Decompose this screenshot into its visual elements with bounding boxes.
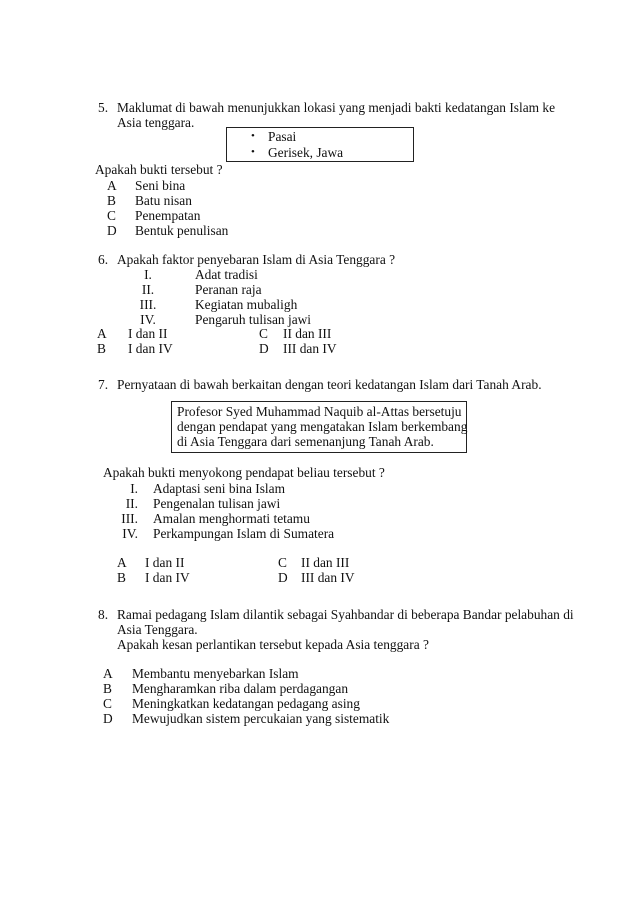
q5-option-text[interactable]: Bentuk penulisan: [135, 223, 229, 238]
q8-option-letter: A: [103, 666, 113, 681]
q7-question: Apakah bukti menyokong pendapat beliau tersebut ?: [103, 465, 385, 480]
q6-option-letter: C: [259, 326, 268, 341]
q8-stem-line3: Apakah kesan perlantikan tersebut kepada Asia tenggara ?: [117, 637, 429, 652]
q5-question: Apakah bukti tersebut ?: [95, 162, 223, 177]
q5-option-text[interactable]: Batu nisan: [135, 193, 192, 208]
q6-option-text[interactable]: II dan III: [283, 326, 332, 341]
q7-option-text[interactable]: I dan IV: [145, 570, 190, 585]
q8-stem-line2: Asia Tenggara.: [117, 622, 198, 637]
q8-option-letter: C: [103, 696, 112, 711]
q6-option-text[interactable]: I dan IV: [128, 341, 173, 356]
q5-option-letter: D: [107, 223, 117, 238]
q6-option-text[interactable]: III dan IV: [283, 341, 337, 356]
q8-option-text[interactable]: Mewujudkan sistem percukaian yang sistematik: [132, 711, 390, 726]
q7-box-line: Profesor Syed Muhammad Naquib al-Attas bersetuju: [177, 404, 462, 419]
q6-stem: Apakah faktor penyebaran Islam di Asia Tenggara ?: [117, 252, 396, 267]
q7-option-text[interactable]: II dan III: [301, 555, 350, 570]
q7-option-text[interactable]: III dan IV: [301, 570, 355, 585]
q5-stem-line2: Asia tenggara.: [117, 115, 195, 130]
q7-number: 7.: [98, 377, 109, 392]
q8-number: 8.: [98, 607, 109, 622]
q5-number: 5.: [98, 100, 109, 115]
q5-box-item: • Gerisek, Jawa: [268, 145, 343, 160]
q7-statement-text: Amalan menghormati tetamu: [153, 511, 310, 526]
q7-statement-roman: I.: [130, 481, 138, 496]
q5-option-text[interactable]: Penempatan: [135, 208, 201, 223]
q5-box-item: • Pasai: [268, 129, 296, 144]
q7-statement-roman: IV.: [122, 526, 138, 541]
q8-option-text[interactable]: Membantu menyebarkan Islam: [132, 666, 299, 681]
q6-option-letter: D: [259, 341, 269, 356]
q6-statement-text: Pengaruh tulisan jawi: [195, 312, 312, 327]
q7-statement-roman: II.: [125, 496, 138, 511]
q5-option-letter: B: [107, 193, 116, 208]
q6-statement-text: Peranan raja: [195, 282, 262, 297]
q6-statement-roman: I.: [144, 267, 152, 282]
q7-option-text[interactable]: I dan II: [145, 555, 185, 570]
q8-option-letter: D: [103, 711, 113, 726]
q6-statement-text: Kegiatan mubaligh: [195, 297, 298, 312]
q7-statement-text: Adaptasi seni bina Islam: [153, 481, 286, 496]
q6-statement-roman: III.: [139, 297, 157, 312]
q6-statement-roman: II.: [141, 282, 155, 297]
q5-option-letter: A: [107, 178, 117, 193]
q7-stem: Pernyataan di bawah berkaitan dengan teori kedatangan Islam dari Tanah Arab.: [117, 377, 542, 392]
q8-option-letter: B: [103, 681, 112, 696]
q7-option-letter: D: [278, 570, 288, 585]
q6-statement-roman: IV.: [140, 312, 156, 327]
q6-option-letter: B: [97, 341, 106, 356]
q7-statement-text: Pengenalan tulisan jawi: [153, 496, 281, 511]
q5-option-text[interactable]: Seni bina: [135, 178, 186, 193]
q7-statement-roman: III.: [121, 511, 138, 526]
q7-option-letter: A: [117, 555, 127, 570]
q8-stem-line1: Ramai pedagang Islam dilantik sebagai Syahbandar di beberapa Bandar pelabuhan di: [117, 607, 574, 622]
q7-box-line: di Asia Tenggara dari semenanjung Tanah Arab.: [177, 434, 434, 449]
q7-option-letter: C: [278, 555, 287, 570]
q6-statement-text: Adat tradisi: [195, 267, 258, 282]
q8-option-text[interactable]: Meningkatkan kedatangan pedagang asing: [132, 696, 360, 711]
q8-option-text[interactable]: Mengharamkan riba dalam perdagangan: [132, 681, 349, 696]
q6-number: 6.: [98, 252, 109, 267]
q6-option-letter: A: [97, 326, 107, 341]
q7-statement-text: Perkampungan Islam di Sumatera: [153, 526, 335, 541]
q5-option-letter: C: [107, 208, 116, 223]
q5-stem-line1: Maklumat di bawah menunjukkan lokasi yang menjadi bakti kedatangan Islam ke: [117, 100, 556, 115]
q6-option-text[interactable]: I dan II: [128, 326, 168, 341]
q7-box-line: dengan pendapat yang mengatakan Islam berkembang: [177, 419, 468, 434]
q7-option-letter: B: [117, 570, 126, 585]
